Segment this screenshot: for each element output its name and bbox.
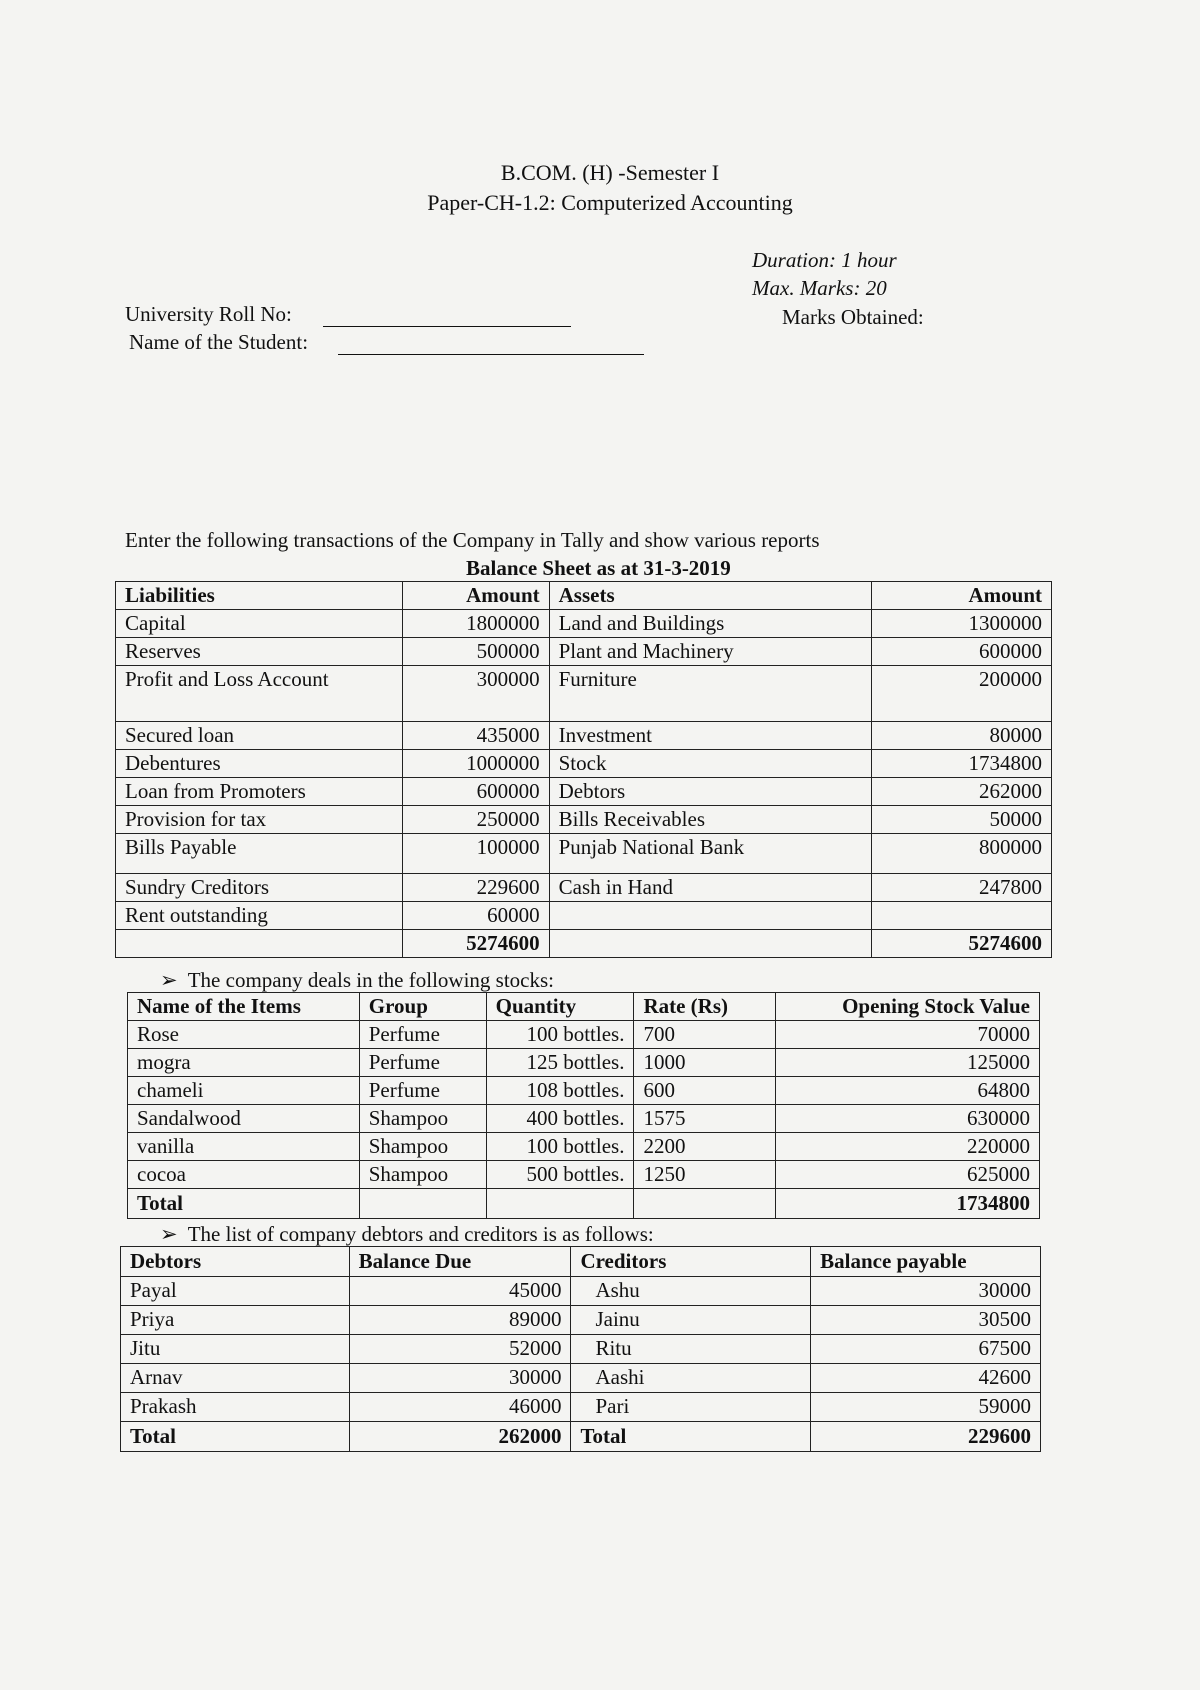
stocks-header-row bbox=[128, 993, 1040, 1021]
asset-name bbox=[549, 902, 872, 930]
liability-name: Profit and Loss Account bbox=[116, 666, 403, 722]
duration: Duration: 1 hour bbox=[752, 248, 897, 272]
table-row bbox=[116, 722, 1052, 750]
debtor-name: Prakash bbox=[121, 1393, 350, 1422]
liability-name: Bills Payable bbox=[116, 834, 403, 874]
item-group: Shampoo bbox=[359, 1161, 486, 1189]
creditor-balance: 59000 bbox=[811, 1393, 1041, 1422]
item-group: Perfume bbox=[359, 1021, 486, 1049]
parties-intro bbox=[160, 1222, 654, 1247]
item-rate: 1000 bbox=[634, 1049, 776, 1077]
course-title: B.COM. (H) -Semester I bbox=[500, 160, 720, 185]
asset-amount: 80000 bbox=[872, 722, 1052, 750]
header-debtors: Debtors bbox=[121, 1247, 350, 1277]
debtor-name: Arnav bbox=[121, 1364, 350, 1393]
student-name-label: Name of the Student: bbox=[129, 330, 309, 354]
marks-obtained-label: Marks Obtained: bbox=[782, 305, 924, 329]
liability-name: Loan from Promoters bbox=[116, 778, 403, 806]
liability-amount: 435000 bbox=[402, 722, 549, 750]
liability-name: Provision for tax bbox=[116, 806, 403, 834]
header-creditors: Creditors bbox=[571, 1247, 811, 1277]
liability-amount: 1800000 bbox=[402, 610, 549, 638]
item-name: mogra bbox=[128, 1049, 360, 1077]
liability-name: Rent outstanding bbox=[116, 902, 403, 930]
asset-amount: 600000 bbox=[872, 638, 1052, 666]
debtor-balance: 30000 bbox=[349, 1364, 571, 1393]
item-name: vanilla bbox=[128, 1133, 360, 1161]
debtor-balance: 46000 bbox=[349, 1393, 571, 1422]
arrow-bullet-icon: ➢ bbox=[160, 1222, 178, 1246]
max-marks: Max. Marks: 20 bbox=[752, 276, 887, 300]
asset-name: Punjab National Bank bbox=[549, 834, 872, 874]
instruction-text: Enter the following transactions of the Company in Tally and show various reports bbox=[125, 528, 820, 552]
table-row bbox=[116, 750, 1052, 778]
item-quantity: 100 bottles. bbox=[486, 1021, 634, 1049]
stocks-table bbox=[127, 992, 1040, 1219]
table-row bbox=[128, 1105, 1040, 1133]
table-row bbox=[116, 902, 1052, 930]
table-row bbox=[116, 834, 1052, 874]
creditor-name: Jainu bbox=[571, 1306, 811, 1335]
parties-intro-text: The list of company debtors and creditors is as follows: bbox=[187, 1222, 654, 1246]
table-row bbox=[116, 610, 1052, 638]
asset-amount bbox=[872, 902, 1052, 930]
stocks-total-label: Total bbox=[128, 1189, 360, 1219]
item-name: Sandalwood bbox=[128, 1105, 360, 1133]
table-row bbox=[116, 874, 1052, 902]
table-row bbox=[121, 1335, 1041, 1364]
debtor-name: Payal bbox=[121, 1277, 350, 1306]
item-value: 64800 bbox=[776, 1077, 1040, 1105]
header-liabilities: Liabilities bbox=[116, 582, 403, 610]
creditor-balance: 67500 bbox=[811, 1335, 1041, 1364]
liability-name: Sundry Creditors bbox=[116, 874, 403, 902]
table-row bbox=[121, 1393, 1041, 1422]
liability-amount: 60000 bbox=[402, 902, 549, 930]
liability-amount: 250000 bbox=[402, 806, 549, 834]
creditor-balance: 30500 bbox=[811, 1306, 1041, 1335]
asset-name: Stock bbox=[549, 750, 872, 778]
balance-sheet-table bbox=[115, 581, 1052, 958]
table-row bbox=[128, 1021, 1040, 1049]
header-balance-due: Balance Due bbox=[349, 1247, 571, 1277]
asset-name: Furniture bbox=[549, 666, 872, 722]
debtors-total-value: 262000 bbox=[349, 1422, 571, 1452]
header-opening-value: Opening Stock Value bbox=[776, 993, 1040, 1021]
liability-name: Debentures bbox=[116, 750, 403, 778]
balance-sheet-total-row bbox=[116, 930, 1052, 958]
asset-name: Debtors bbox=[549, 778, 872, 806]
item-quantity: 125 bottles. bbox=[486, 1049, 634, 1077]
stocks-intro-text: The company deals in the following stocks: bbox=[187, 968, 554, 992]
item-quantity: 500 bottles. bbox=[486, 1161, 634, 1189]
asset-name: Land and Buildings bbox=[549, 610, 872, 638]
asset-amount: 50000 bbox=[872, 806, 1052, 834]
creditor-balance: 42600 bbox=[811, 1364, 1041, 1393]
asset-name: Bills Receivables bbox=[549, 806, 872, 834]
header-rate: Rate (Rs) bbox=[634, 993, 776, 1021]
debtor-balance: 45000 bbox=[349, 1277, 571, 1306]
liability-amount: 100000 bbox=[402, 834, 549, 874]
asset-amount: 262000 bbox=[872, 778, 1052, 806]
header-amount: Amount bbox=[402, 582, 549, 610]
creditor-name: Ashu bbox=[571, 1277, 811, 1306]
stocks-total-value: 1734800 bbox=[776, 1189, 1040, 1219]
creditor-balance: 30000 bbox=[811, 1277, 1041, 1306]
total-assets: 5274600 bbox=[872, 930, 1052, 958]
asset-amount: 800000 bbox=[872, 834, 1052, 874]
asset-name: Investment bbox=[549, 722, 872, 750]
creditor-name: Ritu bbox=[571, 1335, 811, 1364]
table-row bbox=[116, 666, 1052, 722]
debtor-name: Jitu bbox=[121, 1335, 350, 1364]
item-name: cocoa bbox=[128, 1161, 360, 1189]
debtor-balance: 52000 bbox=[349, 1335, 571, 1364]
item-quantity: 108 bottles. bbox=[486, 1077, 634, 1105]
creditor-name: Aashi bbox=[571, 1364, 811, 1393]
table-row bbox=[116, 638, 1052, 666]
asset-name: Cash in Hand bbox=[549, 874, 872, 902]
header-group: Group bbox=[359, 993, 486, 1021]
table-row bbox=[128, 1049, 1040, 1077]
header-assets: Assets bbox=[549, 582, 872, 610]
student-name-field[interactable] bbox=[338, 354, 644, 355]
item-quantity: 400 bottles. bbox=[486, 1105, 634, 1133]
item-rate: 700 bbox=[634, 1021, 776, 1049]
item-rate: 600 bbox=[634, 1077, 776, 1105]
creditors-total-value: 229600 bbox=[811, 1422, 1041, 1452]
table-row bbox=[116, 778, 1052, 806]
balance-sheet-title: Balance Sheet as at 31-3-2019 bbox=[466, 556, 731, 580]
roll-number-label: University Roll No: bbox=[125, 302, 292, 326]
table-row bbox=[128, 1133, 1040, 1161]
item-quantity: 100 bottles. bbox=[486, 1133, 634, 1161]
paper-title: Paper-CH-1.2: Computerized Accounting bbox=[427, 190, 793, 215]
creditor-name: Pari bbox=[571, 1393, 811, 1422]
table-row bbox=[128, 1077, 1040, 1105]
item-value: 125000 bbox=[776, 1049, 1040, 1077]
liability-amount: 229600 bbox=[402, 874, 549, 902]
item-group: Shampoo bbox=[359, 1133, 486, 1161]
liability-amount: 600000 bbox=[402, 778, 549, 806]
liability-name: Secured loan bbox=[116, 722, 403, 750]
total-liabilities: 5274600 bbox=[402, 930, 549, 958]
item-name: Rose bbox=[128, 1021, 360, 1049]
stocks-total-row bbox=[128, 1189, 1040, 1219]
debtors-creditors-table bbox=[120, 1246, 1041, 1452]
parties-header-row bbox=[121, 1247, 1041, 1277]
asset-amount: 1300000 bbox=[872, 610, 1052, 638]
asset-amount: 1734800 bbox=[872, 750, 1052, 778]
header-balance-payable: Balance payable bbox=[811, 1247, 1041, 1277]
item-value: 630000 bbox=[776, 1105, 1040, 1133]
parties-total-row bbox=[121, 1422, 1041, 1452]
table-row bbox=[121, 1364, 1041, 1393]
stocks-intro bbox=[160, 968, 554, 993]
debtor-balance: 89000 bbox=[349, 1306, 571, 1335]
item-group: Perfume bbox=[359, 1077, 486, 1105]
table-row bbox=[116, 806, 1052, 834]
item-rate: 1575 bbox=[634, 1105, 776, 1133]
header-amount: Amount bbox=[872, 582, 1052, 610]
item-value: 625000 bbox=[776, 1161, 1040, 1189]
arrow-bullet-icon: ➢ bbox=[160, 968, 178, 992]
creditors-total-label: Total bbox=[571, 1422, 811, 1452]
asset-amount: 247800 bbox=[872, 874, 1052, 902]
header-quantity: Quantity bbox=[486, 993, 634, 1021]
asset-name: Plant and Machinery bbox=[549, 638, 872, 666]
liability-amount: 500000 bbox=[402, 638, 549, 666]
item-rate: 1250 bbox=[634, 1161, 776, 1189]
item-name: chameli bbox=[128, 1077, 360, 1105]
header-item-name: Name of the Items bbox=[128, 993, 360, 1021]
asset-amount: 200000 bbox=[872, 666, 1052, 722]
liability-amount: 1000000 bbox=[402, 750, 549, 778]
table-row bbox=[121, 1277, 1041, 1306]
debtors-total-label: Total bbox=[121, 1422, 350, 1452]
item-group: Shampoo bbox=[359, 1105, 486, 1133]
balance-sheet-header-row bbox=[116, 582, 1052, 610]
table-row bbox=[121, 1306, 1041, 1335]
item-group: Perfume bbox=[359, 1049, 486, 1077]
liability-amount: 300000 bbox=[402, 666, 549, 722]
liability-name: Capital bbox=[116, 610, 403, 638]
table-row bbox=[128, 1161, 1040, 1189]
debtor-name: Priya bbox=[121, 1306, 350, 1335]
item-value: 220000 bbox=[776, 1133, 1040, 1161]
liability-name: Reserves bbox=[116, 638, 403, 666]
item-rate: 2200 bbox=[634, 1133, 776, 1161]
item-value: 70000 bbox=[776, 1021, 1040, 1049]
roll-number-field[interactable] bbox=[323, 326, 571, 327]
